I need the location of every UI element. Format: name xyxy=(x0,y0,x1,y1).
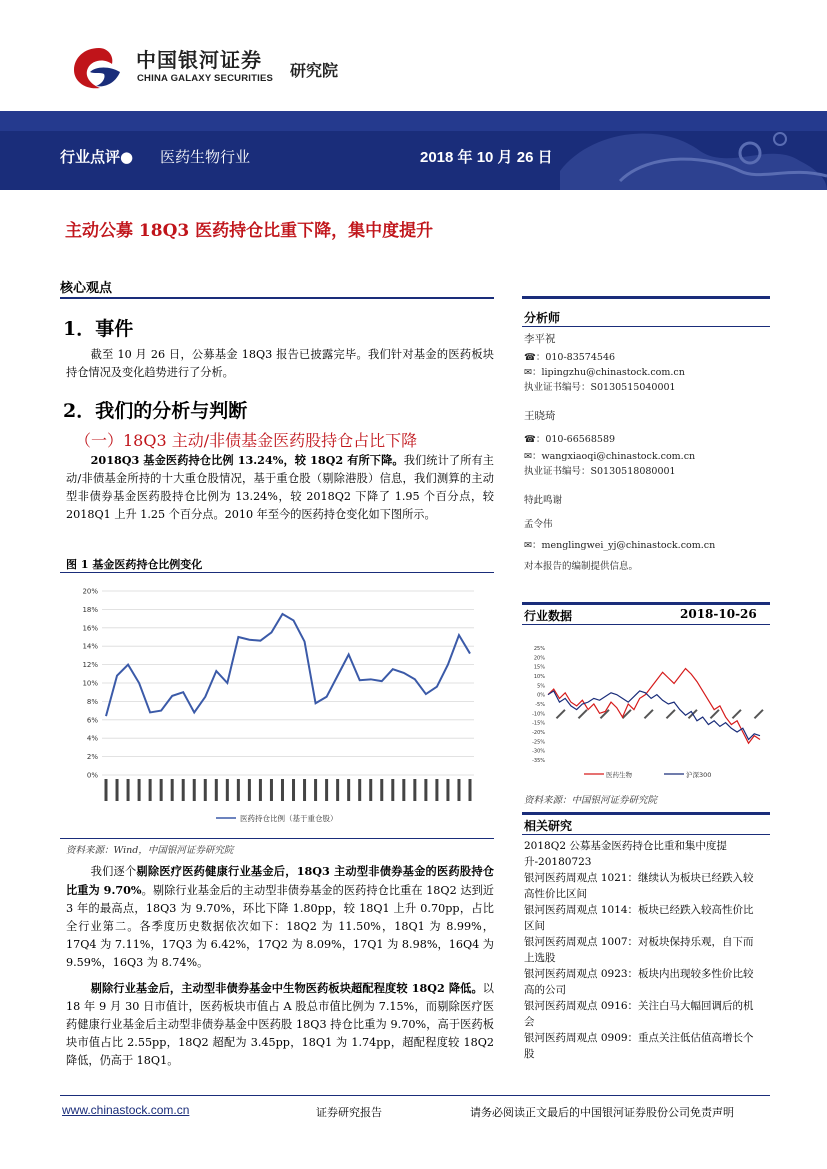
y-tick-label: -30% xyxy=(532,748,545,755)
analyst-3-email[interactable]: ✉：menglingwei_yj@chinastock.com.cn xyxy=(524,540,716,551)
industry-data-date: 2018-10-26 xyxy=(680,607,757,621)
thanks-label: 特此鸣谢 xyxy=(524,495,563,506)
y-tick-label: 8% xyxy=(86,697,98,706)
x-tick-label xyxy=(149,779,152,801)
galaxy-logo-icon xyxy=(70,44,128,92)
y-tick-label: -15% xyxy=(532,720,545,727)
analyst-1-email[interactable]: ✉：lipingzhu@chinastock.com.cn xyxy=(524,367,685,378)
company-name-cn: 中国银河证券 xyxy=(136,50,262,72)
divider xyxy=(60,297,494,299)
paragraph-overweight-bold: 剔除行业基金后，主动型非债券基金中生物医药板块超配程度较 18Q2 降低。 xyxy=(90,981,483,995)
analyst-heading: 分析师 xyxy=(524,311,561,325)
figure-1-title: 图 1 基金医药持仓比例变化 xyxy=(66,558,203,571)
paragraph-ex-industry-bold: 剔除医疗医药健康行业基金后，18Q3 主动型非债券基金的医药股持仓比重为 9.70% xyxy=(66,864,494,897)
x-tick-label xyxy=(105,779,108,801)
report-title: 主动公募 18Q3 医药持仓比重下降，集中度提升 xyxy=(65,221,434,241)
x-tick-label xyxy=(732,709,742,719)
y-tick-label: 20% xyxy=(82,587,98,596)
y-tick-label: 6% xyxy=(86,716,98,725)
analyst-2-name: 王晓琦 xyxy=(524,410,556,422)
analyst-2-email[interactable]: ✉：wangxiaoqi@chinastock.com.cn xyxy=(524,451,696,462)
related-item[interactable]: 银河医药周观点 1021：继续认为板块已经跌入较高性价比区间 xyxy=(524,872,754,900)
section-1-heading: 1．事件 xyxy=(63,318,134,340)
x-tick-label xyxy=(710,709,720,719)
figure-bottom-rule xyxy=(60,838,494,839)
paragraph-ex-industry xyxy=(66,862,494,972)
section-1-paragraph: 截至 10 月 26 日，公募基金 18Q3 报告已披露完毕。我们针对基金的医药板块持仓情况及变化趋势进行了分析。 xyxy=(66,348,494,379)
industry-top-rule xyxy=(522,602,770,605)
footer-report-type: 证券研究报告 xyxy=(316,1106,382,1119)
analyst-1-name: 李平祝 xyxy=(524,333,556,345)
paragraph-holdings-bold: 2018Q3 基金医药持仓比例 13.24%，较 18Q2 有所下降。 xyxy=(90,453,404,467)
x-tick-label xyxy=(182,779,185,801)
industry-data-source: 资料来源：中国银河证券研究院 xyxy=(524,795,658,806)
report-date: 2018 年 10 月 26 日 xyxy=(420,149,553,166)
x-tick-label xyxy=(391,779,394,801)
x-tick-label xyxy=(600,709,610,719)
x-tick-label xyxy=(116,779,119,801)
y-tick-label: -5% xyxy=(535,702,545,708)
csi300-index-line xyxy=(548,691,760,740)
holdings-ratio-series-line xyxy=(106,614,470,716)
x-tick-label xyxy=(347,779,350,801)
legend-pharma: 医药生物 xyxy=(606,771,632,779)
analyst-3-name: 孟令伟 xyxy=(524,519,553,530)
x-tick-label xyxy=(215,779,218,801)
x-tick-label xyxy=(314,779,317,801)
y-tick-label: 0% xyxy=(537,692,545,699)
x-tick-label xyxy=(556,709,566,719)
related-item[interactable]: 银河医药周观点 0909：重点关注低估值高增长个股 xyxy=(524,1032,754,1060)
paragraph-ex-industry-text: 。剔除行业基金后的主动型非债券基金的医药持仓比重在 18Q2 达到近 3 年的最高点，18Q3 为 9.70%，环比下降 1.80pp，较 18Q1 上升 0.70pp，占比全行业第二。各季度历史数据依次如下：18Q2 为 11.50%，18Q1 为 8.99%，17Q4 为 7.11%，17Q3 为 6.42%，17Q2 为 8.09%，17Q1 为 8.98%，16Q4 为 9.59%，16Q3 为 8.74%。 xyxy=(66,884,494,969)
x-tick-label xyxy=(754,709,764,719)
x-tick-label xyxy=(446,779,449,801)
y-tick-label: 20% xyxy=(533,655,545,662)
footer-disclaimer: 请务必阅读正文最后的中国银河证券股份公司免责声明 xyxy=(470,1106,734,1119)
x-tick-label xyxy=(435,779,438,801)
related-item[interactable]: 银河医药周观点 1007：对板块保持乐观，自下而上选股 xyxy=(524,936,754,964)
x-tick-label xyxy=(424,779,427,801)
x-tick-label xyxy=(292,779,295,801)
x-tick-label xyxy=(402,779,405,801)
chart-legend-label: 医药持仓比例（基于重仓股） xyxy=(240,814,338,823)
section-2-subheading: （一）18Q3 主动/非债基金医药股持仓占比下降 xyxy=(75,431,418,450)
y-tick-label: 2% xyxy=(86,753,98,762)
x-tick-label xyxy=(457,779,460,801)
y-tick-label: -25% xyxy=(532,739,545,746)
x-tick-label xyxy=(469,779,472,801)
x-tick-label xyxy=(325,779,328,801)
y-tick-label: 5% xyxy=(537,683,545,690)
paragraph-holdings-text: 我们统计了所有主动/非债基金所持的十大重仓股情况，基于重仓股（剔除港股）信息，我们测算的主动型非债券基金医药股持仓比例为 13.24%，较 2018Q2 下降了 1.95 个百分点，较 2018Q1 上升 1.25 个百分点。2010 年至今的医药持仓变化如下图所示。 xyxy=(66,454,494,521)
paragraph-overweight xyxy=(66,979,494,1070)
industry-index-chart xyxy=(524,640,764,785)
y-tick-label: 25% xyxy=(533,646,545,652)
x-tick-label xyxy=(226,779,229,801)
x-tick-label xyxy=(578,709,588,719)
x-tick-label xyxy=(336,779,339,801)
x-tick-label xyxy=(237,779,240,801)
institute-label: 研究院 xyxy=(290,61,339,80)
x-tick-label xyxy=(303,779,306,801)
y-tick-label: -10% xyxy=(532,711,545,718)
x-tick-label xyxy=(160,779,163,801)
x-tick-label xyxy=(204,779,207,801)
analyst-3-note: 对本报告的编制提供信息。 xyxy=(524,561,639,572)
sidebar-top-rule xyxy=(522,296,770,299)
core-view-heading: 核心观点 xyxy=(60,281,113,296)
footer-website-link[interactable]: www.chinastock.com.cn xyxy=(62,1103,190,1117)
analyst-2-cert: 执业证书编号：S0130518080001 xyxy=(524,466,676,477)
x-tick-label xyxy=(171,779,174,801)
x-tick-label xyxy=(413,779,416,801)
figure-top-rule xyxy=(60,572,494,573)
x-tick-label xyxy=(644,709,654,719)
x-tick-label xyxy=(248,779,251,801)
y-tick-label: 10% xyxy=(82,679,98,688)
paragraph-overweight-text: 以 18 年 9 月 30 日市值计，医药板块市值占 A 股总市值比例为 7.15%，而剔除医疗医药健康行业基金后主动型非债券基金中医药股 18Q3 持仓比重为 9.70%，高于医药板块市值占比 2.55pp，18Q2 超配为 3.45pp，18Q1 为 1.74pp，超配程度较 18Q2 降低，仍高于 18Q1。 xyxy=(66,982,494,1067)
related-item[interactable]: 2018Q2 公募基金医药持仓比重和集中度提升-20180723 xyxy=(524,840,727,868)
x-tick-label xyxy=(281,779,284,801)
y-tick-label: 0% xyxy=(86,771,98,780)
footer-rule xyxy=(60,1095,770,1096)
x-tick-label xyxy=(380,779,383,801)
analyst-rule xyxy=(522,326,770,327)
y-tick-label: 14% xyxy=(82,642,98,651)
y-tick-label: -20% xyxy=(532,730,545,736)
related-rule xyxy=(522,834,770,835)
holdings-ratio-chart xyxy=(66,575,494,837)
y-tick-label: 15% xyxy=(533,664,545,671)
analyst-2-phone: ☎：010-66568589 xyxy=(524,434,616,445)
analyst-1-cert: 执业证书编号：S0130515040001 xyxy=(524,382,676,393)
y-tick-label: 12% xyxy=(82,661,98,670)
industry-label: 医药生物行业 xyxy=(160,148,251,166)
x-tick-label xyxy=(138,779,141,801)
industry-data-heading: 行业数据 xyxy=(524,609,573,623)
x-tick-label xyxy=(270,779,273,801)
paragraph-holdings xyxy=(66,451,494,524)
x-tick-label xyxy=(193,779,196,801)
section-2-heading: 2．我们的分析与判断 xyxy=(63,400,248,422)
analyst-1-phone: ☎：010-83574546 xyxy=(524,352,616,363)
y-tick-label: -35% xyxy=(532,758,545,764)
legend-csi300: 沪深300 xyxy=(686,771,712,779)
company-name-en: CHINA GALAXY SECURITIES xyxy=(137,73,274,84)
x-tick-label xyxy=(666,709,676,719)
y-tick-label: 18% xyxy=(82,605,98,614)
figure-1-source: 资料来源：Wind，中国银河证券研究院 xyxy=(66,845,234,856)
y-tick-label: 4% xyxy=(86,734,98,743)
related-top-rule xyxy=(522,812,770,815)
paragraph-ex-industry-lead: 我们逐个 xyxy=(90,865,137,878)
x-tick-label xyxy=(358,779,361,801)
industry-rule xyxy=(522,624,770,625)
report-type: 行业点评● xyxy=(60,148,134,166)
related-research-heading: 相关研究 xyxy=(524,819,573,833)
y-tick-label: 16% xyxy=(82,624,98,633)
related-item[interactable]: 银河医药周观点 1014：板块已经跌入较高性价比区间 xyxy=(524,904,754,932)
y-tick-label: 10% xyxy=(533,674,545,680)
x-tick-label xyxy=(369,779,372,801)
related-research-list xyxy=(524,838,764,1062)
related-item[interactable]: 银河医药周观点 0916：关注白马大幅回调后的机会 xyxy=(524,1000,754,1028)
x-tick-label xyxy=(259,779,262,801)
related-item[interactable]: 银河医药周观点 0923：板块内出现较多性价比较高的公司 xyxy=(524,968,754,996)
x-tick-label xyxy=(127,779,130,801)
